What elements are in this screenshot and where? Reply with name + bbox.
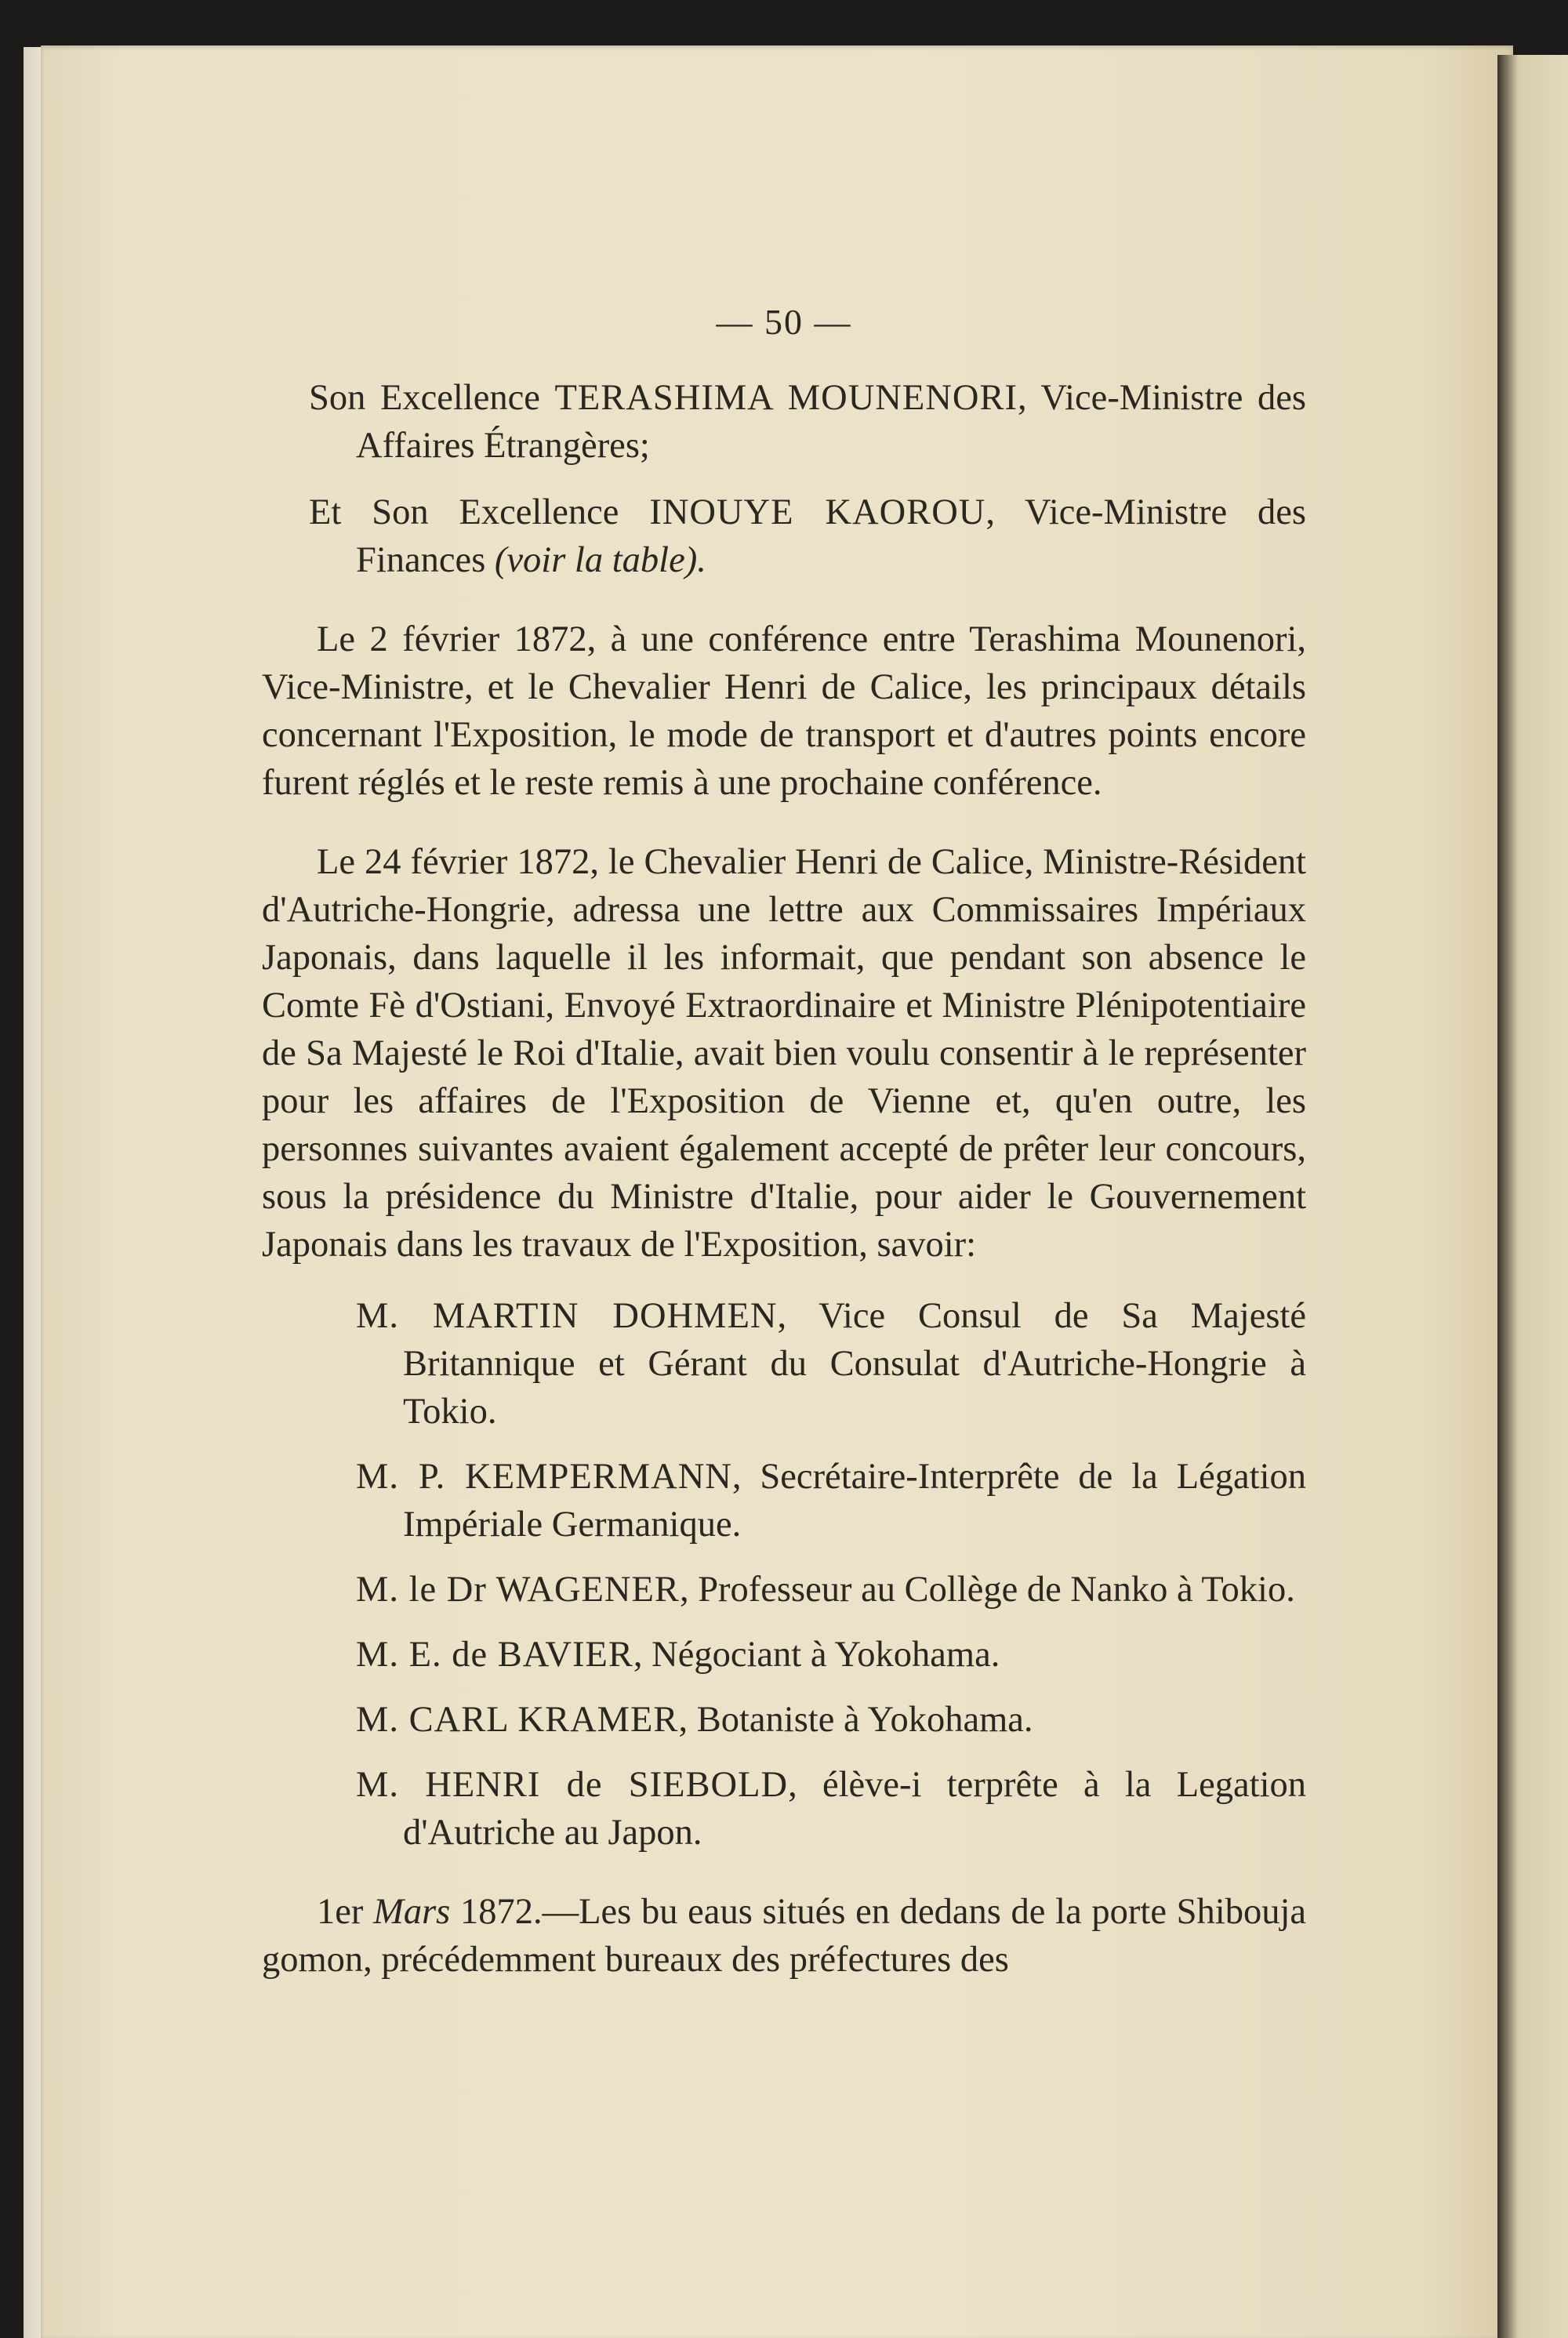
month-italic: Mars <box>373 1892 451 1932</box>
paragraph-1: Le 2 février 1872, à une conférence entre Terashima Mounenori, Vice-Ministre, et le Chevalier Henri de Calice, les principaux détails concernant l'Exposition, le mode de transport et d'autres points encore furent réglés et le reste remis à une prochaine conférence. <box>262 619 1306 803</box>
member-bavier: M. E. de BAVIER, Négociant à Yokohama. <box>356 1635 1000 1675</box>
member-kempermann: M. P. KEMPERMANN, Secrétaire-Interprête de la Légation Impériale Germanique. <box>356 1457 1306 1545</box>
right-page-edge <box>1497 55 1568 2338</box>
table-reference: (voir la table). <box>494 540 706 580</box>
paragraph-3: 1er Mars 1872.—Les bu eaus situés en dedans de la porte Shibouja gomon, précédemment bureaux des préfectures des <box>262 1892 1307 1980</box>
entry-name: TERASHIMA MOUNENORI <box>554 378 1018 418</box>
entry-inouye: Et Son Excellence INOUYE KAOROU, Vice-Ministre des Finances (voir la table). <box>309 492 1306 580</box>
entry-name: INOUYE KAOROU <box>649 492 986 532</box>
paragraph-2: Le 24 février 1872, le Chevalier Henri de Calice, Ministre-Résident d'Autriche-Hongrie, adressa une lettre aux Commissaires Impériaux Japonais, dans laquelle il les informait, que pendant son absence le Comte Fè d'Ostiani, Envoyé Extraordinaire et Ministre Plénipotentiaire de Sa Majesté le Roi d'Italie, avait bien voulu consentir à le représenter pour les affaires de l'Exposition de Vienne et, qu'en outre, les personnes suivantes avaient également accepté de prêter leur concours, sous la présidence du Ministre d'Italie, pour aider le Gouvernement Japonais dans les travaux de l'Exposition, savoir: <box>262 842 1306 1265</box>
member-dohmen: M. MARTIN DOHMEN, Vice Consul de Sa Majesté Britannique et Gérant du Consulat d'Autriche-Hongrie à Tokio. <box>356 1296 1306 1432</box>
member-wagener: M. le Dr WAGENER, Professeur au Collège de Nanko à Tokio. <box>356 1570 1295 1610</box>
entry-terashima: Son Excellence TERASHIMA MOUNENORI, Vice-Ministre des Affaires Étrangères; <box>309 378 1306 466</box>
member-kramer: M. CARL KRAMER, Botaniste à Yokohama. <box>356 1700 1033 1740</box>
page-number: — 50 — <box>716 302 852 342</box>
page-text <box>262 298 1306 1984</box>
member-siebold: M. HENRI de SIEBOLD, élève-i terprête à la Legation d'Autriche au Japon. <box>356 1765 1306 1853</box>
